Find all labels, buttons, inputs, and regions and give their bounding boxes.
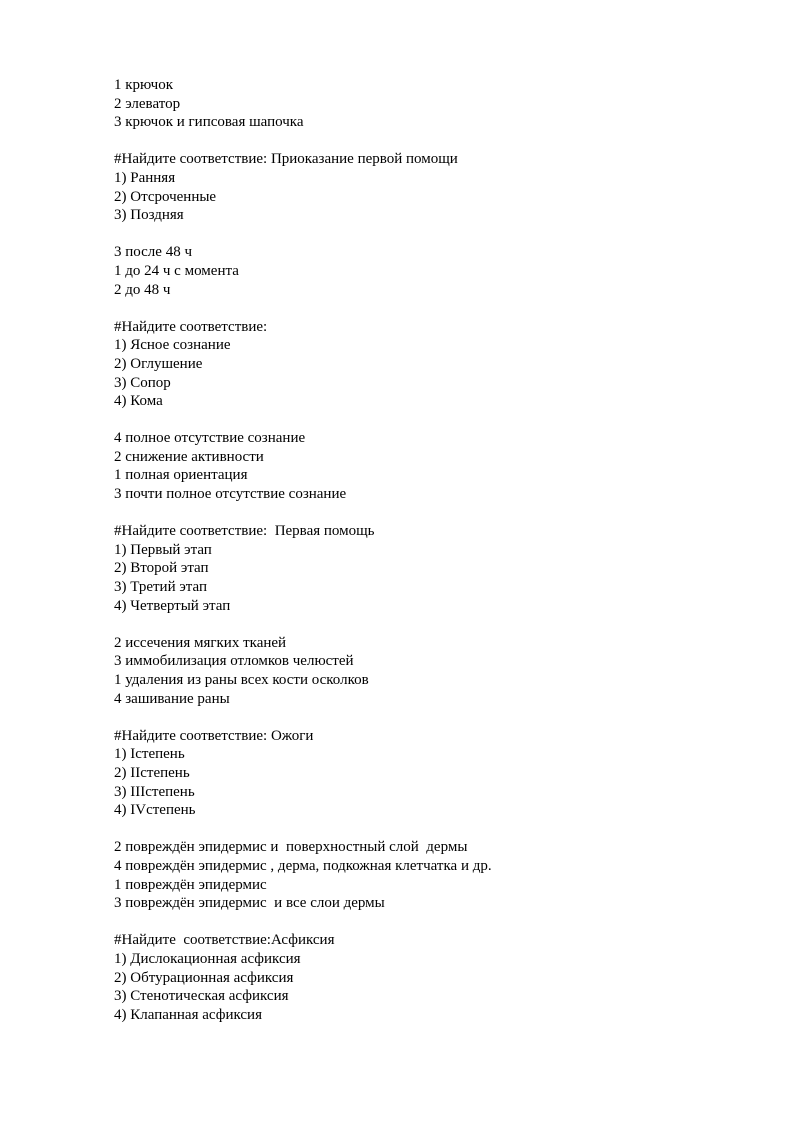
option-line: 4) IVстепень — [114, 802, 196, 819]
option-line: 1) Ранняя — [114, 169, 176, 186]
option-line: 4) Четвертый этап — [114, 597, 231, 614]
question-block-first-aid-stages — [114, 522, 754, 615]
option-line: 1) Первый этап — [114, 541, 212, 558]
blank-line — [114, 299, 754, 318]
question-block-first-aid-timing — [114, 150, 754, 224]
question-block-consciousness — [114, 318, 754, 411]
answer-line: 3 почти полное отсутствие сознание — [114, 486, 347, 503]
answer-line: 1 полная ориентация — [114, 467, 248, 484]
answer-line: 1 до 24 ч с момента — [114, 262, 239, 279]
answer-block-first-aid-stages — [114, 634, 754, 708]
option-line: 1) Ясное сознание — [114, 337, 231, 354]
answer-line: 3 иммобилизация отломков челюстей — [114, 653, 354, 670]
question-heading: #Найдите соответствие: Приоказание первой помощи — [114, 151, 458, 168]
answer-block-tools — [114, 76, 754, 132]
answer-line: 3 после 48 ч — [114, 244, 192, 261]
option-line: 2) Обтурационная асфиксия — [114, 969, 294, 986]
answer-line: 4 полное отсутствие сознание — [114, 430, 306, 447]
blank-line — [114, 411, 754, 430]
text-line: 1 крючок — [114, 77, 174, 93]
option-line: 2) IIстепень — [114, 764, 190, 781]
answer-block-consciousness — [114, 429, 754, 503]
question-heading: #Найдите соответствие:Асфиксия — [114, 932, 335, 949]
blank-line — [114, 913, 754, 932]
option-line: 3) Третий этап — [114, 579, 208, 596]
answer-line: 3 повреждён эпидермис и все слои дермы — [114, 895, 385, 912]
answer-line: 2 иссечения мягких тканей — [114, 634, 287, 651]
document-body — [114, 76, 754, 1024]
text-line: 2 элеватор — [114, 95, 181, 112]
answer-line: 4 повреждён эпидермис , дерма, подкожная клетчатка и др. — [114, 857, 492, 874]
blank-line — [114, 132, 754, 151]
answer-line: 4 зашивание раны — [114, 690, 230, 707]
question-heading: #Найдите соответствие: Ожоги — [114, 727, 314, 744]
answer-line: 2 снижение активности — [114, 448, 264, 465]
question-block-burns — [114, 727, 754, 820]
blank-line — [114, 820, 754, 839]
option-line: 2) Оглушение — [114, 355, 203, 372]
blank-line — [114, 504, 754, 523]
option-line: 3) Стенотическая асфиксия — [114, 988, 289, 1005]
answer-block-first-aid-timing — [114, 243, 754, 299]
answer-line: 2 повреждён эпидермис и поверхностный слой дермы — [114, 839, 468, 856]
option-line: 2) Второй этап — [114, 560, 209, 577]
question-block-asphyxia — [114, 931, 754, 1024]
option-line: 4) Кома — [114, 393, 163, 410]
blank-line — [114, 708, 754, 727]
answer-line: 1 повреждён эпидермис — [114, 876, 267, 893]
blank-line — [114, 225, 754, 244]
answer-line: 2 до 48 ч — [114, 281, 171, 298]
option-line: 3) Сопор — [114, 374, 171, 391]
answer-block-burns — [114, 838, 754, 912]
option-line: 2) Отсроченные — [114, 188, 217, 205]
option-line: 3) Поздняя — [114, 207, 184, 224]
question-heading: #Найдите соответствие: Первая помощь — [114, 523, 375, 540]
text-line: 3 крючок и гипсовая шапочка — [114, 114, 304, 131]
option-line: 1) Iстепень — [114, 746, 185, 763]
blank-line — [114, 615, 754, 634]
option-line: 4) Клапанная асфиксия — [114, 1006, 262, 1023]
answer-line: 1 удаления из раны всех кости осколков — [114, 672, 369, 688]
question-heading: #Найдите соответствие: — [114, 318, 268, 335]
option-line: 3) IIIстепень — [114, 783, 195, 800]
option-line: 1) Дислокационная асфиксия — [114, 950, 301, 967]
